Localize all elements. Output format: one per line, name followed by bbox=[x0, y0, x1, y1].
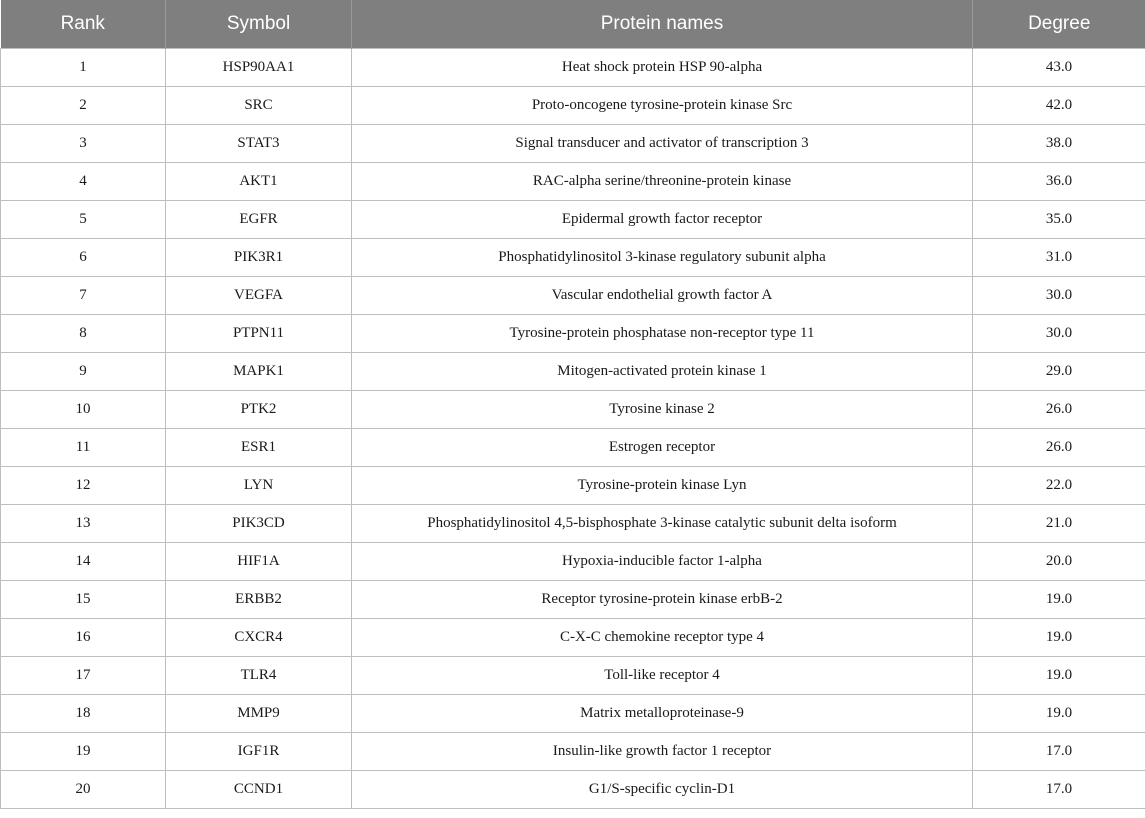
cell-degree: 26.0 bbox=[973, 429, 1145, 467]
header-protein-names: Protein names bbox=[352, 0, 973, 49]
cell-protein-name: Proto-oncogene tyrosine-protein kinase Src bbox=[352, 87, 973, 125]
cell-rank: 20 bbox=[1, 771, 166, 809]
cell-protein-name: Estrogen receptor bbox=[352, 429, 973, 467]
cell-rank: 17 bbox=[1, 657, 166, 695]
cell-rank: 10 bbox=[1, 391, 166, 429]
table-row bbox=[1, 353, 1145, 391]
table-row bbox=[1, 125, 1145, 163]
cell-degree: 17.0 bbox=[973, 771, 1145, 809]
cell-protein-name: Signal transducer and activator of transcription 3 bbox=[352, 125, 973, 163]
cell-symbol: ESR1 bbox=[166, 429, 352, 467]
cell-rank: 3 bbox=[1, 125, 166, 163]
cell-protein-name: Matrix metalloproteinase-9 bbox=[352, 695, 973, 733]
cell-symbol: MAPK1 bbox=[166, 353, 352, 391]
cell-degree: 20.0 bbox=[973, 543, 1145, 581]
cell-rank: 4 bbox=[1, 163, 166, 201]
cell-degree: 42.0 bbox=[973, 87, 1145, 125]
cell-rank: 7 bbox=[1, 277, 166, 315]
table-row bbox=[1, 391, 1145, 429]
table-row bbox=[1, 695, 1145, 733]
cell-rank: 2 bbox=[1, 87, 166, 125]
cell-degree: 35.0 bbox=[973, 201, 1145, 239]
table-row bbox=[1, 49, 1145, 87]
cell-rank: 6 bbox=[1, 239, 166, 277]
table-row bbox=[1, 771, 1145, 809]
cell-rank: 13 bbox=[1, 505, 166, 543]
cell-degree: 26.0 bbox=[973, 391, 1145, 429]
table-row bbox=[1, 657, 1145, 695]
table-row bbox=[1, 429, 1145, 467]
cell-degree: 29.0 bbox=[973, 353, 1145, 391]
cell-degree: 19.0 bbox=[973, 581, 1145, 619]
cell-rank: 5 bbox=[1, 201, 166, 239]
cell-symbol: PIK3CD bbox=[166, 505, 352, 543]
cell-rank: 1 bbox=[1, 49, 166, 87]
cell-protein-name: Receptor tyrosine-protein kinase erbB-2 bbox=[352, 581, 973, 619]
table-row bbox=[1, 733, 1145, 771]
table-row bbox=[1, 87, 1145, 125]
cell-protein-name: Phosphatidylinositol 3-kinase regulatory subunit alpha bbox=[352, 239, 973, 277]
header-row bbox=[1, 0, 1145, 49]
cell-protein-name: C-X-C chemokine receptor type 4 bbox=[352, 619, 973, 657]
cell-rank: 11 bbox=[1, 429, 166, 467]
cell-symbol: HIF1A bbox=[166, 543, 352, 581]
cell-rank: 9 bbox=[1, 353, 166, 391]
cell-symbol: LYN bbox=[166, 467, 352, 505]
table-row bbox=[1, 543, 1145, 581]
cell-rank: 18 bbox=[1, 695, 166, 733]
cell-degree: 30.0 bbox=[973, 315, 1145, 353]
table-body bbox=[1, 49, 1145, 809]
cell-protein-name: Tyrosine-protein kinase Lyn bbox=[352, 467, 973, 505]
table-row bbox=[1, 239, 1145, 277]
cell-symbol: TLR4 bbox=[166, 657, 352, 695]
cell-degree: 36.0 bbox=[973, 163, 1145, 201]
cell-degree: 31.0 bbox=[973, 239, 1145, 277]
cell-protein-name: Insulin-like growth factor 1 receptor bbox=[352, 733, 973, 771]
table-header bbox=[1, 0, 1145, 49]
cell-protein-name: Tyrosine kinase 2 bbox=[352, 391, 973, 429]
cell-degree: 19.0 bbox=[973, 619, 1145, 657]
cell-rank: 19 bbox=[1, 733, 166, 771]
cell-symbol: STAT3 bbox=[166, 125, 352, 163]
cell-degree: 19.0 bbox=[973, 657, 1145, 695]
cell-symbol: EGFR bbox=[166, 201, 352, 239]
cell-degree: 19.0 bbox=[973, 695, 1145, 733]
cell-symbol: HSP90AA1 bbox=[166, 49, 352, 87]
table-row bbox=[1, 277, 1145, 315]
cell-protein-name: Epidermal growth factor receptor bbox=[352, 201, 973, 239]
cell-degree: 38.0 bbox=[973, 125, 1145, 163]
cell-symbol: PTK2 bbox=[166, 391, 352, 429]
cell-protein-name: G1/S-specific cyclin-D1 bbox=[352, 771, 973, 809]
cell-rank: 12 bbox=[1, 467, 166, 505]
table-row bbox=[1, 505, 1145, 543]
cell-symbol: AKT1 bbox=[166, 163, 352, 201]
cell-rank: 14 bbox=[1, 543, 166, 581]
cell-protein-name: Heat shock protein HSP 90-alpha bbox=[352, 49, 973, 87]
header-rank: Rank bbox=[1, 0, 166, 49]
cell-degree: 17.0 bbox=[973, 733, 1145, 771]
cell-symbol: PTPN11 bbox=[166, 315, 352, 353]
table-row bbox=[1, 163, 1145, 201]
cell-degree: 22.0 bbox=[973, 467, 1145, 505]
table-row bbox=[1, 619, 1145, 657]
table-row bbox=[1, 315, 1145, 353]
cell-protein-name: Tyrosine-protein phosphatase non-receptor type 11 bbox=[352, 315, 973, 353]
header-degree: Degree bbox=[1028, 13, 1091, 34]
cell-symbol: IGF1R bbox=[166, 733, 352, 771]
cell-rank: 8 bbox=[1, 315, 166, 353]
cell-degree: 43.0 bbox=[973, 49, 1145, 87]
cell-protein-name: RAC-alpha serine/threonine-protein kinase bbox=[352, 163, 973, 201]
cell-protein-name: Hypoxia-inducible factor 1-alpha bbox=[352, 543, 973, 581]
cell-degree: 21.0 bbox=[973, 505, 1145, 543]
header-symbol: Symbol bbox=[166, 0, 352, 49]
cell-rank: 15 bbox=[1, 581, 166, 619]
cell-symbol: PIK3R1 bbox=[166, 239, 352, 277]
cell-symbol: VEGFA bbox=[166, 277, 352, 315]
cell-rank: 16 bbox=[1, 619, 166, 657]
cell-symbol: MMP9 bbox=[166, 695, 352, 733]
cell-protein-name: Vascular endothelial growth factor A bbox=[352, 277, 973, 315]
cell-symbol: CCND1 bbox=[166, 771, 352, 809]
table-row bbox=[1, 467, 1145, 505]
cell-symbol: ERBB2 bbox=[166, 581, 352, 619]
cell-symbol: SRC bbox=[166, 87, 352, 125]
table-row bbox=[1, 201, 1145, 239]
cell-protein-name: Mitogen-activated protein kinase 1 bbox=[352, 353, 973, 391]
cell-protein-name: Phosphatidylinositol 4,5-bisphosphate 3-kinase catalytic subunit delta isoform bbox=[352, 505, 973, 543]
cell-symbol: CXCR4 bbox=[166, 619, 352, 657]
cell-protein-name: Toll-like receptor 4 bbox=[352, 657, 973, 695]
table-row bbox=[1, 581, 1145, 619]
cell-degree: 30.0 bbox=[973, 277, 1145, 315]
